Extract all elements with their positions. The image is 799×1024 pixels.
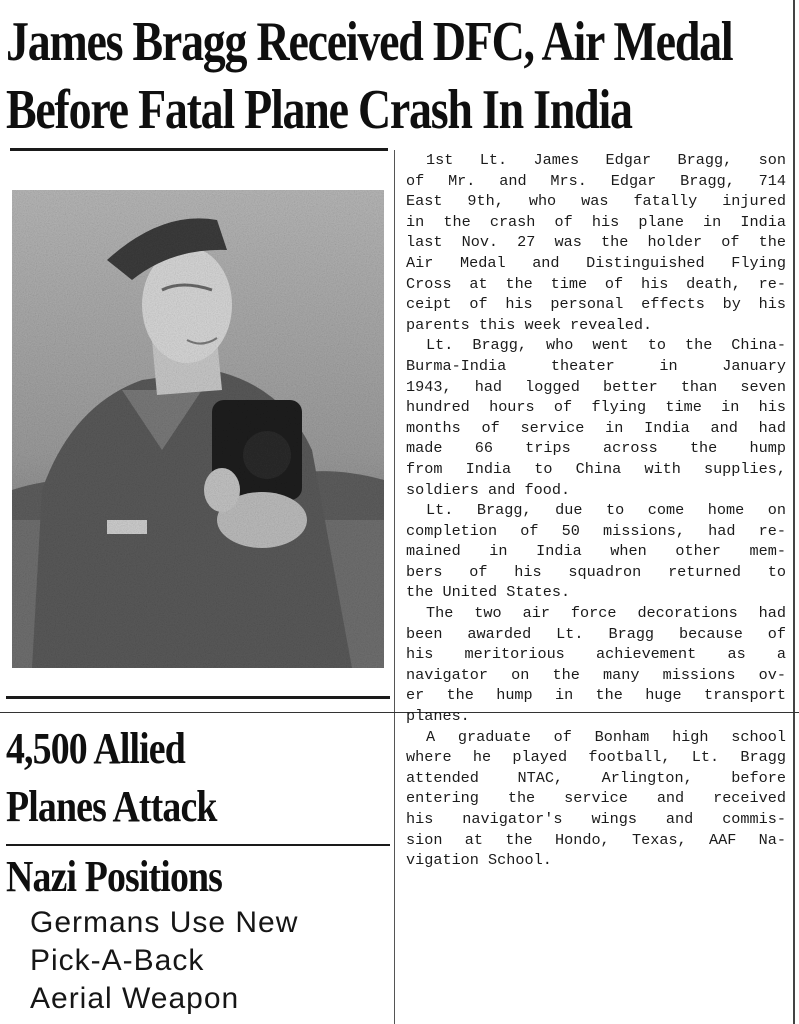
article-line: Burma-India theater in January (406, 356, 786, 375)
article-line: The two air force decorations had (426, 604, 786, 623)
portrait-photo (12, 190, 384, 668)
article-line: navigator on the many missions ov- (406, 665, 786, 684)
article-line: 1st Lt. James Edgar Bragg, son (426, 151, 786, 169)
second-story-deck (30, 904, 298, 1018)
article-line: attended NTAC, Arlington, before (406, 768, 786, 787)
article-line: entering the service and received (406, 789, 786, 808)
article-line: soldiers and food. (406, 480, 571, 499)
article-line: A graduate of Bonham high school (426, 727, 786, 746)
article-line: Cross at the time of his death, re- (406, 274, 786, 293)
article-line: Lt. Bragg, who went to the China- (426, 336, 786, 355)
article-line: mained in India when other mem- (406, 542, 786, 561)
article-line: made 66 trips across the hump (406, 439, 786, 458)
article-line: completion of 50 missions, had re- (406, 521, 786, 540)
article-line: planes. (406, 707, 470, 726)
photo-bottom-rule (6, 696, 390, 699)
second-headline-line-3: Nazi Positions (6, 852, 223, 901)
deck-line-2: Pick-A-Back (30, 944, 205, 977)
article-body (406, 150, 786, 871)
article-line: sion at the Hondo, Texas, AAF Na- (406, 830, 786, 849)
article-line: 1943, had logged better than seven (406, 377, 786, 396)
article-line: parents this week revealed. (406, 315, 653, 334)
portrait-photo-art (12, 190, 384, 668)
headline-rule (10, 148, 388, 151)
article-line: months of service in India and had (406, 418, 786, 437)
article-line: his meritorious achievement as a (406, 645, 786, 664)
article-line: in the crash of his plane in India (406, 212, 786, 231)
article-line: his navigator's wings and commis- (406, 810, 786, 828)
headline-line-2: Before Fatal Plane Crash In India (6, 79, 632, 141)
article-line: vigation School. (406, 851, 552, 870)
article-line: Lt. Bragg, due to come home on (426, 501, 786, 520)
article-line: ceipt of his personal effects by his (406, 295, 786, 314)
deck-line-3: Aerial Weapon (30, 982, 240, 1015)
page-edge-rule (793, 0, 795, 1024)
article-line: East 9th, who was fatally injured (406, 192, 786, 211)
article-line: the United States. (406, 583, 571, 602)
article-line: of Mr. and Mrs. Edgar Bragg, 714 (406, 171, 786, 190)
article-line: hundred hours of flying time in his (406, 398, 786, 417)
deck-line-1: Germans Use New (30, 906, 299, 939)
second-headline (6, 720, 333, 836)
column-divider (394, 150, 395, 1024)
headline-line-1: James Bragg Received DFC, Air Medal (6, 11, 733, 73)
article-line: er the hump in the huge transport (406, 686, 786, 705)
second-headline-rule (6, 844, 390, 846)
headline (6, 8, 733, 144)
second-headline-line-1: 4,500 Allied (6, 724, 185, 773)
article-line: Air Medal and Distinguished Flying (406, 253, 786, 272)
article-line: last Nov. 27 was the holder of the (406, 233, 786, 252)
second-headline-line-2: Planes Attack (6, 782, 217, 831)
article-line: been awarded Lt. Bragg because of (406, 624, 786, 643)
article-line: bers of his squadron returned to (406, 562, 786, 581)
article-line: from India to China with supplies, (406, 459, 786, 478)
article-line: where he played football, Lt. Bragg (406, 748, 786, 767)
